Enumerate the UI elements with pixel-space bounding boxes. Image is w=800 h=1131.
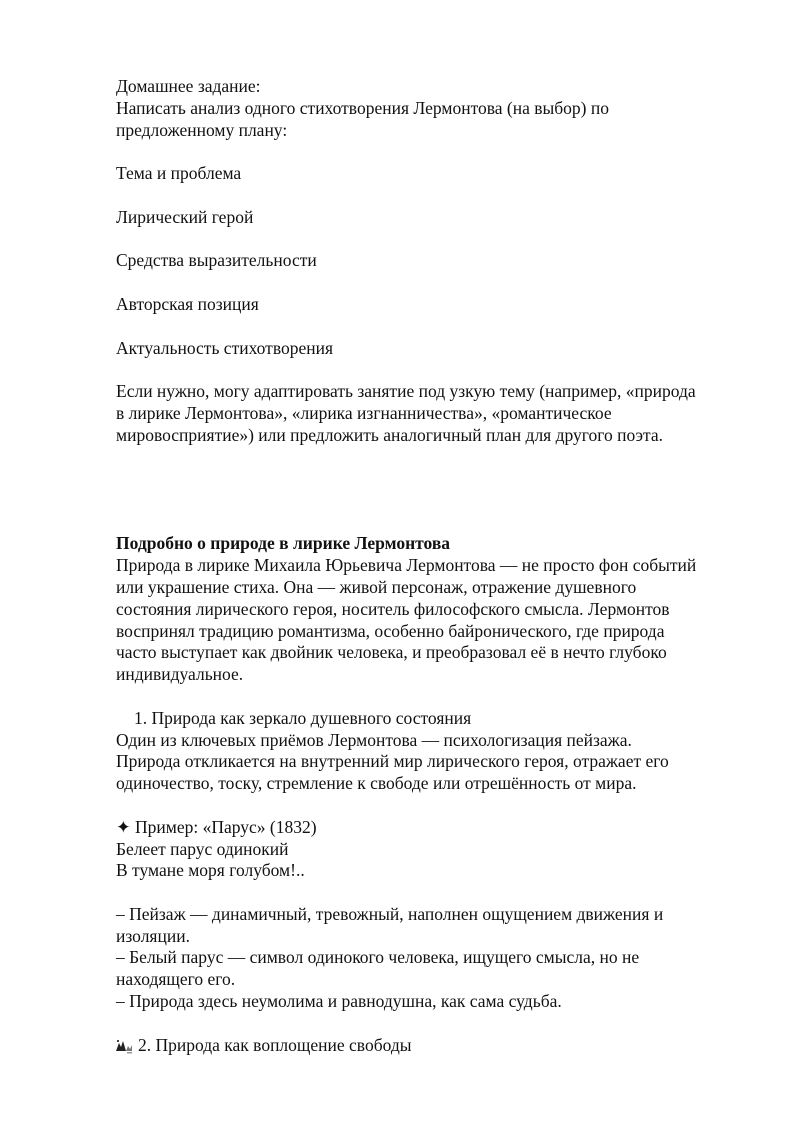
offer-line: в лирике Лермонтова», «лирика изгнанничества», «романтическое — [116, 402, 612, 423]
intro-line: состояния лирического героя, носитель философского смысла. Лермонтов — [116, 598, 670, 619]
document-page — [116, 76, 756, 1056]
point-line: – Природа здесь неумолима и равнодушна, как сама судьба. — [116, 991, 562, 1012]
plan-item: Средства выразительности — [116, 250, 317, 271]
homework-task-line: предложенному плану: — [116, 119, 288, 140]
subsection-line: одиночество, тоску, стремление к свободе или отрешённость от мира. — [116, 773, 637, 794]
subsection-line: Природа откликается на внутренний мир лирического героя, отражает его — [116, 751, 669, 772]
intro-line: Природа в лирике Михаила Юрьевича Лермонтова — не просто фон событий — [116, 555, 697, 576]
plan-item: Актуальность стихотворения — [116, 337, 334, 358]
intro-line: индивидуальное. — [116, 664, 244, 685]
plan-item: Лирический герой — [116, 206, 254, 227]
intro-line: или украшение стиха. Она — живой персонаж, отражение душевного — [116, 576, 637, 597]
point-line: изоляции. — [116, 925, 190, 946]
offer-line: мировосприятие») или предложить аналогичный план для другого поэта. — [116, 424, 663, 445]
intro-line: воспринял традицию романтизма, особенно байронического, где природа — [116, 620, 665, 641]
verse-line: В тумане моря голубом!.. — [116, 860, 305, 881]
subsection-title: 2. Природа как воплощение свободы — [138, 1034, 412, 1055]
subsection-line: Один из ключевых приёмов Лермонтова — психологизация пейзажа. — [116, 729, 632, 750]
offer-line: Если нужно, могу адаптировать занятие под узкую тему (например, «природа — [116, 381, 696, 402]
point-line: – Пейзаж — динамичный, тревожный, наполнен ощущением движения и — [116, 903, 664, 924]
point-line: находящего его. — [116, 969, 236, 990]
verse-line: Белеет парус одинокий — [116, 838, 289, 859]
plan-item: Тема и проблема — [116, 163, 242, 184]
subsection-title: 1. Природа как зеркало душевного состояния — [134, 707, 472, 728]
plan-item: Авторская позиция — [116, 293, 259, 314]
intro-line: часто выступает как двойник человека, и преобразовал её в нечто глубоко — [116, 642, 667, 663]
homework-task-line: Написать анализ одного стихотворения Лермонтова (на выбор) по — [116, 97, 609, 118]
landscape-picture-icon — [114, 1037, 134, 1055]
example-label: ✦ Пример: «Парус» (1832) — [116, 816, 317, 837]
homework-title: Домашнее задание: — [116, 76, 261, 96]
section-heading: Подробно о природе в лирике Лермонтова — [116, 533, 451, 554]
point-line: – Белый парус — символ одинокого человека, ищущего смысла, но не — [116, 947, 640, 968]
subsection-2-row — [116, 1035, 756, 1057]
